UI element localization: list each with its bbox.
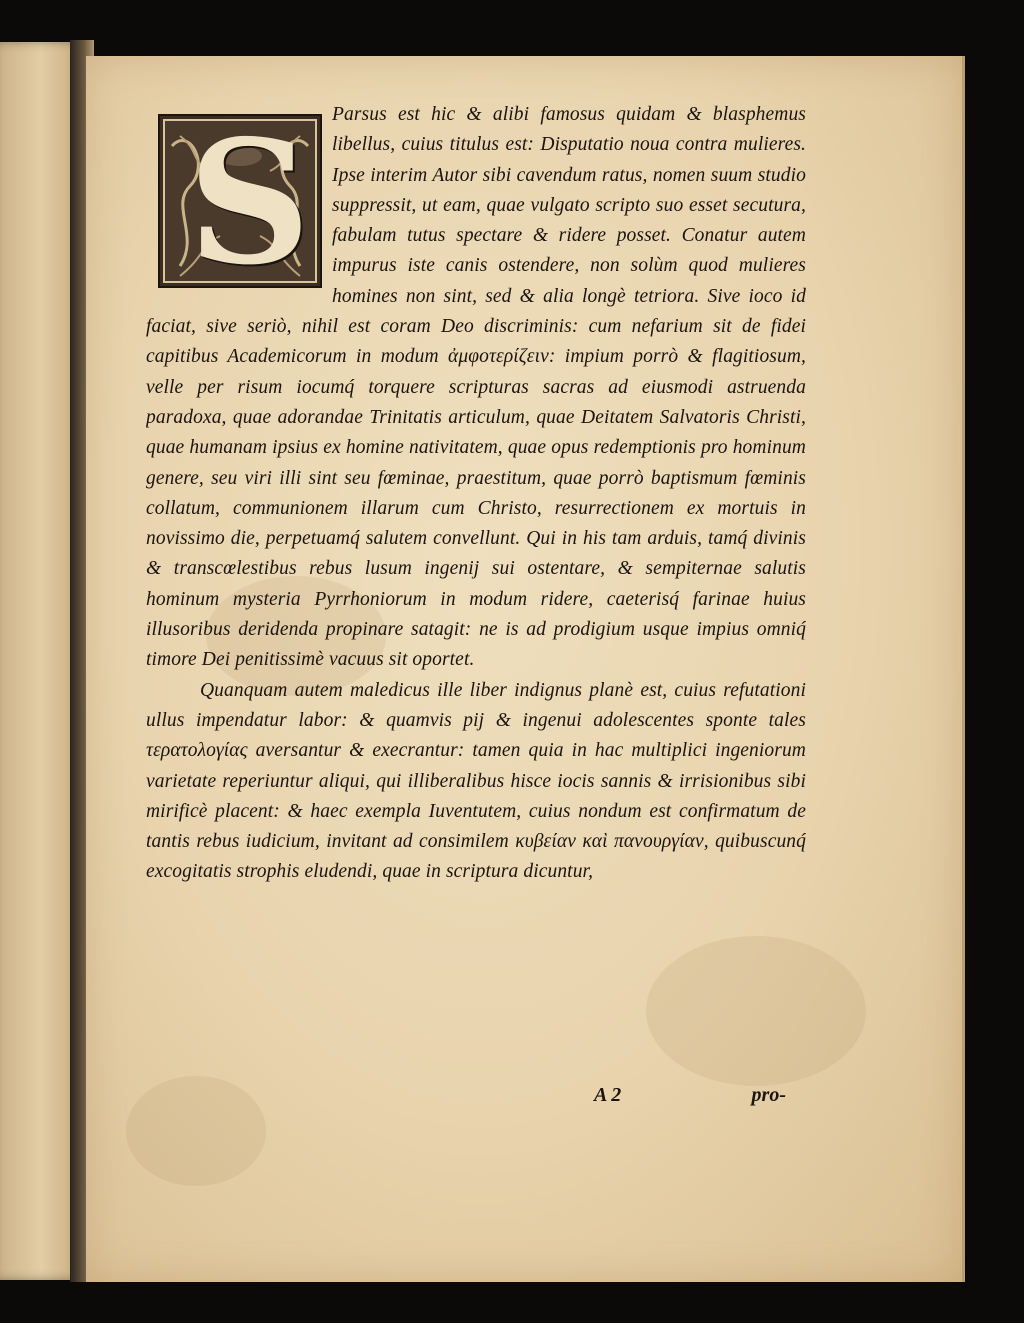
- main-text: [146, 100, 806, 1140]
- page-footer: [146, 1084, 786, 1116]
- decorated-initial: [158, 114, 322, 288]
- paragraph-2: Quanquam autem maledicus ille liber indignus planè est, cuius refutationi ullus impendatur labor: & quamvis pij & ingenui adolescentes sponte tales τερατολογίας aversantur & execrantur: tamen quia in hac multiplici ingeniorum varietate reperiuntur aliqui, qui illiberalibus hisce iocis sannis & irrisionibus sibi mirificè placent: & haec exempla Iuventutem, cuius nondum est confirmatum de tantis rebus iudicium, invitant ad consimilem κυβείαν καὶ πανουργίαν, quibuscunq́ excogitatis strophis eludendi, quae in scriptura dicuntur,: [146, 679, 806, 883]
- signature-mark: A 2: [594, 1084, 622, 1106]
- initial-letter: S: [188, 114, 311, 288]
- catchword: pro-: [751, 1084, 786, 1106]
- paragraph-1: Parsus est hic & alibi famosus quidam & blasphemus libellus, cuius titulus est: Disputatio noua contra mulieres. Ipse interim Autor sibi cavendum ratus, nomen suum studio suppressit, ut eam, quae vulgato scripto suo esset secutura, fabulam tutus spectare & ridere posset. Conatur autem impurus iste canis ostendere, non solùm quod mulieres homines non sint, sed & alia longè tetriora. Sive ioco id faciat, sive seriò, nihil est coram Deo discriminis: cum nefarium sit de fidei capitibus Academicorum in modum ἀμφοτερίζειν: impium porrò & flagitiosum, velle per risum iocumq́ torquere scripturas sacras ad eiusmodi astruenda paradoxa, quae adorandae Trinitatis articulum, quae Deitatem Salvatoris Christi, quae humanam ipsius ex homine nativitatem, quae opus redemptionis pro hominum genere, seu viri illi sint seu fœminae, praestitum, quae porrò baptismum fœminis collatum, communionem illarum cum Christo, resurrectionem ex mortuis in novissimo die, perpetuamq́ salutem convellunt. Qui in his tam arduis, tamq́ divinis & transcœlestibus rebus lusum ingenij sui ostentare, & sempiternae salutis hominum mysteria Pyrrhoniorum in modum ridere, caeterisq́ farinae huius illusoribus deridenda propinare satagit: ne is ad prodigium usque impius omniq́ timore Dei penitissimè vacuus sit oportet.: [146, 104, 806, 671]
